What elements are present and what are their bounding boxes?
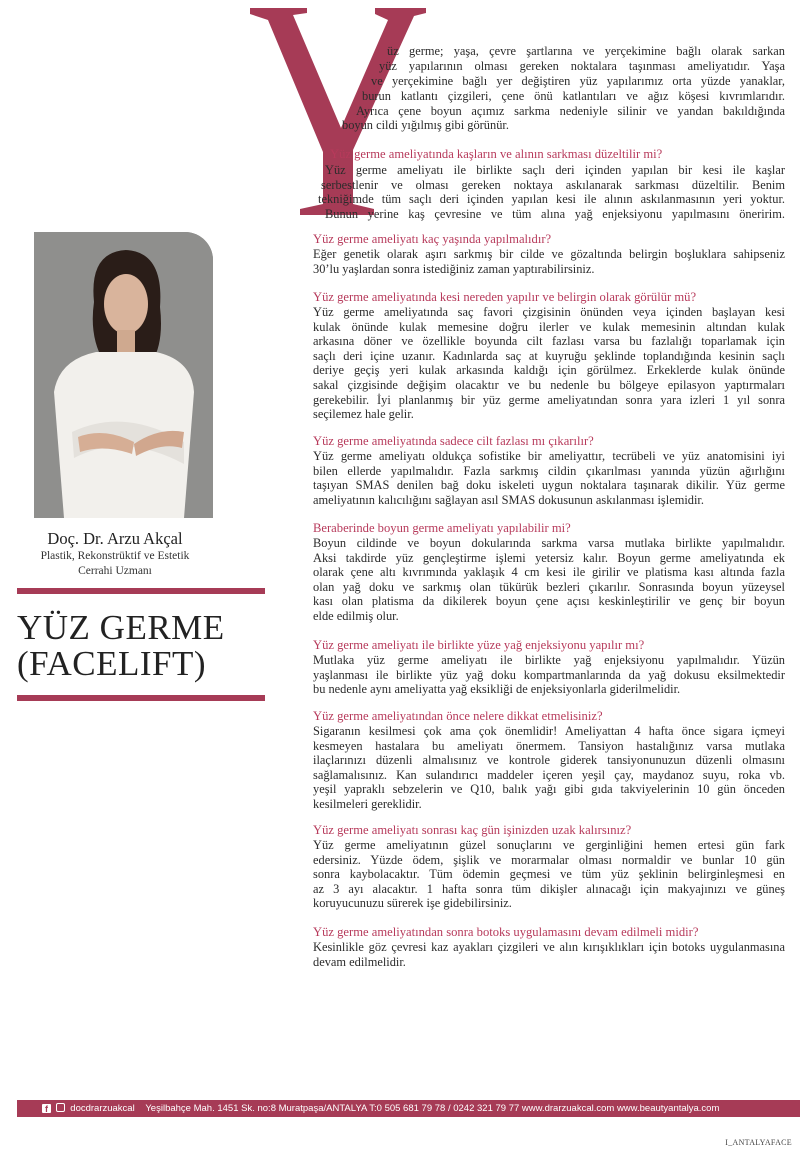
section-line: serbestlenir ve olması gereken noktaya askılanarak sarkması düzeltilir. Benim [321, 177, 785, 192]
intro-line: yüz yapılarının olması gereken noktalara taşınması ameliyatıdır. Yaşa [379, 59, 785, 73]
faq-section [313, 521, 785, 624]
section-line: tekniğimde tüm saçlı deri içinden yapılan kesi ile alının askılanmasının yeri yoktur. [318, 192, 785, 207]
intro-line: üz germe; yaşa, çevre şartlarına ve yerçekimine bağlı olarak sarkan [387, 44, 785, 58]
intro-line: burun katlantı çizgileri, çene önü katlantıları ve ağız köşesi kıvrımlarıdır. [362, 89, 785, 103]
instagram-icon[interactable] [56, 1103, 65, 1112]
section-line: sağlamalısınız. Kan sulandırıcı maddeler içeren yeşil çay, maydanoz suyu, roka vb. [313, 767, 785, 782]
section-line: deriye geçiş yeri kulak arkasında kaldığı için görülmez. Erkeklerde kulak önünde [313, 363, 785, 378]
section-line: ameliyatının kalıcılığını sağlayan asıl SMAS dokusunun askılanması işlemidir. [313, 492, 704, 507]
section-question: Yüz germe ameliyatı sonrası kaç gün işinizden uzak kalırsınız? [313, 823, 632, 837]
section-line: yeşil yapraklı sebzelerin ve Q10, balık yağı gibi gıda takviyelerinin 10 gün önceden [313, 782, 785, 797]
section-line: olarak çene altı kıvrımında yaklaşık 4 cm kesi ile girilir ve platisma kası altında fazla [313, 565, 785, 580]
section-line: bilen ellerde yapılmalıdır. Fazla sarkmış cildin çıkarılması yanında yüzün ağırlığını [313, 463, 785, 478]
section-line: gerekebilir. İyi planlanmış bir yüz germe ameliyatından sonra yara izleri 1 yıl sonra [313, 392, 785, 407]
intro-paragraph [0, 0, 800, 140]
section-question: Yüz germe ameliyatında kesi nereden yapılır ve belirgin olarak görülür mü? [313, 290, 697, 304]
author-title: Plastik, Rekonstrüktif ve Estetik [40, 550, 190, 562]
faq-section [313, 709, 785, 812]
section-line: bu nedenle aynı ameliyatta yağ eksikliği de enjeksiyonlarla giderilmelidir. [313, 682, 681, 697]
page-tag: I_ANTALYAFACE [725, 1138, 792, 1147]
section-line: Bunun yerine kaş çevresine ve tüm alına yağ enjeksiyonu yapılmasını öneririm. [325, 206, 785, 221]
section-line: sonra kaybolacaktır. Tüm ödemin geçmesi ve tüm yüz şeklinin belirginleşmesi en [313, 867, 785, 882]
section-line: saçlı deri içine uzanır. Kadınlarda saç at kuyruğu şeklinde toplandığında kesinin saçlı [313, 348, 785, 363]
section-line: Kesinlikle göz çevresi kaz ayakları çizgileri ve alın kırışıklıkları için botoks uygulanmasına [313, 940, 785, 954]
portrait-illustration [34, 232, 213, 518]
contact-info: Yeşilbahçe Mah. 1451 Sk. no:8 Muratpaşa/ANTALYA T:0 505 681 79 78 / 0242 321 79 77 www.drarzuakcal.com www.beautyantalya.com [145, 1103, 720, 1114]
headline [17, 610, 225, 682]
section-line: yaşlanması ile birlikte yüz yağ doku kompartmanlarında da yağ dokusu eksilmektedir [313, 667, 785, 682]
section-line: elde edilmiş olur. [313, 608, 399, 623]
author-title: Cerrahi Uzmanı [78, 565, 152, 577]
section-line: koruyucunuzu sürerek işe gidebilirsiniz. [313, 896, 512, 911]
author-name: Doç. Dr. Arzu Akçal [47, 529, 183, 548]
section-line: az 3 ayı alacaktır. 1 hafta sonra tüm dikişler alınacağı için makyajınızı ve güneş [313, 881, 785, 896]
section-line: kesilmeleri gereklidir. [313, 796, 422, 811]
section-line: Boyun cildinde ve boyun dokularında sarkma varsa mutlaka birlikte yapılmalıdır. [313, 536, 785, 550]
section-line: seçilemez hale gelir. [313, 407, 414, 422]
section-line: olan yağ doku ve sarkmış olan tükürük bezleri çıkarılır. Sonrasında boyun yüzeysel [313, 579, 785, 594]
intro-line: Ayrıca çene boyun açımız sarkma nedeniyle silinir ve yandan bakıldığında [356, 104, 785, 118]
faq-section [313, 925, 785, 969]
social-handle[interactable]: docdrarzuakcal [70, 1103, 135, 1114]
section-line: Yüz germe ameliyatı ile birlikte saçlı deri içinden yapılan bir kesi ile kaşlar [325, 163, 785, 177]
faq-section [313, 638, 785, 697]
headline-line: YÜZ GERME [17, 608, 225, 647]
section-line: devam edilmelidir. [313, 954, 406, 969]
section-line: Aksi takdirde yüz gençleştirme işlemi yetersiz kalır. Boyun germe ameliyatında ek [313, 550, 785, 565]
section-line: kası olan platisma da dikilerek boyun çene açısı keskinleştirilir ve genç bir boyun [313, 594, 785, 609]
intro-line: ve yerçekimine bağlı yer değiştiren yüz yapılarımız orta yüzde yanaklar, [371, 74, 785, 88]
section-line: Yüz germe ameliyatı oldukça sofistike bir ameliyattır, tecrübeli ve yüz anatomisini iyi [313, 449, 785, 463]
section-line: edersiniz. Yüzde ödem, şişlik ve morarmalar olması normaldir ve bunlar 10 gün [313, 852, 785, 867]
section-line: 30’lu yaşlardan sonra istediğiniz zaman yaptırabilirsiniz. [313, 261, 595, 276]
headline-line: (FACELIFT) [17, 644, 207, 683]
section-line: taşıyan SMAS denilen bağ doku iskeleti uygun noktalara taşınarak dikilir. Yüz germe [313, 478, 785, 493]
facebook-icon[interactable]: f [42, 1104, 51, 1113]
faq-section [313, 232, 785, 276]
section-question: Yüz germe ameliyatında kaşların ve alının sarkması düzeltilir mi? [330, 147, 663, 161]
divider-bar [17, 588, 265, 594]
section-question: Beraberinde boyun germe ameliyatı yapılabilir mi? [313, 521, 571, 535]
section-line: Yüz germe ameliyatının güzel sonuçlarını ve gerginliğini hemen ertesi gün fark [313, 838, 785, 852]
section-line: kesmeyen hastalara bu ameliyatı önermem. Tansiyon hastalığınız varsa mutlaka [313, 738, 785, 753]
section-line: Sigaranın kesilmesi çok ama çok önemlidir! Ameliyattan 4 hafta önce sigara içmeyi [313, 724, 785, 738]
section-line: ilaçlarınızı düzenli almalısınız ve kontrole giderek tansiyonunuzun düzenli olmasını [313, 753, 785, 768]
section-line: kulak önünde kulak memesine doğru ilerler ve kulak memesinin altından kulak [313, 319, 785, 334]
footer-contact-bar [17, 1100, 800, 1117]
section-question: Yüz germe ameliyatında sadece cilt fazlası mı çıkarılır? [313, 434, 594, 448]
section-line: Mutlaka yüz germe ameliyatı ile birlikte yağ enjeksiyonu yapılmalıdır. Yüzün [313, 653, 785, 667]
section-question: Yüz germe ameliyatından sonra botoks uygulamasını devam edilmeli midir? [313, 925, 699, 939]
faq-section [313, 434, 785, 507]
author-photo [34, 232, 213, 518]
divider-bar [17, 695, 265, 701]
intro-line: boyun cildi yığılmış gibi görünür. [342, 118, 509, 132]
faq-section [313, 823, 785, 911]
section-line: arkasına döner ve özellikle boyunda cilt fazlası varsa bu fazlalığı toparlamak için [313, 334, 785, 349]
author-block [0, 529, 230, 579]
section-line: Eğer genetik olarak aşırı sarkmış bir cilde ve gözaltında belirgin boşluklara sahipseniz [313, 247, 785, 261]
faq-section [313, 290, 785, 422]
section-question: Yüz germe ameliyatı kaç yaşında yapılmalıdır? [313, 232, 552, 246]
section-question: Yüz germe ameliyatından önce nelere dikkat etmelisiniz? [313, 709, 603, 723]
section-line: sakal çizgisinde değişim olacaktır ve bu nedenle bu bölgeye epilasyon yaptırmaları [313, 377, 785, 392]
section-question: Yüz germe ameliyatı ile birlikte yüze yağ enjeksiyonu yapılır mı? [313, 638, 645, 652]
section-line: Yüz germe ameliyatında saç favori çizgisinin önünden veya içinden başlayan kesi [313, 305, 785, 319]
